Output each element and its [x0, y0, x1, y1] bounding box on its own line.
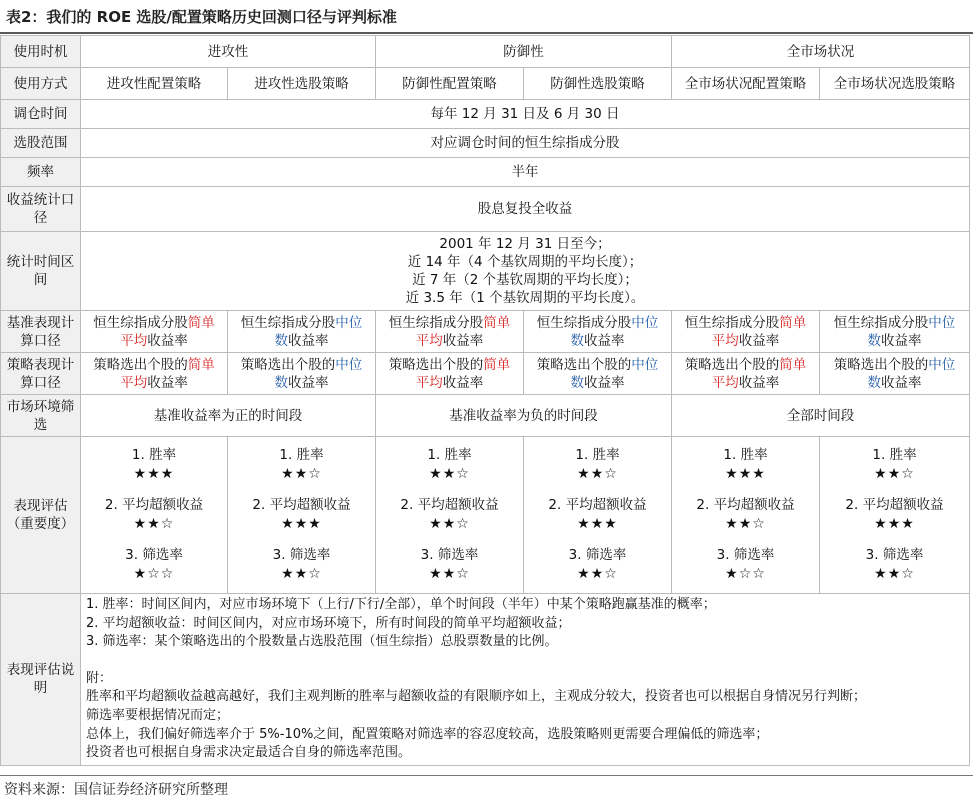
strategy-median: 策略选出个股的中位 数收益率: [820, 353, 970, 395]
rating-cell: 1. 胜率 ★★★ 2. 平均超额收益 ★★☆ 3. 筛选率 ★☆☆: [672, 437, 820, 594]
row-label: 策略表现计算口径: [1, 353, 81, 395]
return-basis-value: 股息复投全收益: [81, 187, 970, 232]
strategy-simple: 策略选出个股的简单 平均收益率: [376, 353, 524, 395]
title-rule: [0, 32, 973, 34]
star-rating: ★★☆: [429, 566, 470, 582]
row-label: 收益统计口径: [1, 187, 81, 232]
appendix-label: 附：: [86, 670, 113, 686]
appendix-line: 胜率和平均超额收益越高越好，我们主观判断的胜率与超额收益的有限顺序如上，主观成分较大，投资者也可以根据自身情况另行判断；: [86, 689, 867, 705]
strategy-median: 策略选出个股的中位 数收益率: [524, 353, 672, 395]
row-explanation: [1, 594, 970, 766]
row-label: 频率: [1, 158, 81, 187]
strategy-name: 防御性选股策略: [524, 68, 672, 100]
period-line: 近 7 年（2 个基钦周期的平均长度）；: [412, 272, 638, 288]
explanation-notes: [81, 594, 970, 766]
star-rating: ★★☆: [281, 566, 322, 582]
row-evaluation: [1, 437, 970, 594]
universe-value: 对应调仓时间的恒生综指成分股: [81, 129, 970, 158]
benchmark-simple: 恒生综指成分股简单 平均收益率: [376, 311, 524, 353]
appendix-line: 投资者也可根据自身需求决定最适合自身的筛选率范围。: [86, 745, 412, 761]
star-rating: ★★☆: [133, 516, 175, 532]
strategy-name: 全市场状况配置策略: [672, 68, 820, 100]
row-label: 表现评估说明: [1, 594, 81, 766]
strategy-median: 策略选出个股的中位 数收益率: [228, 353, 376, 395]
appendix-line: 总体上，我们偏好筛选率介于 5%-10%之间，配置策略对筛选率的容忍度较高，选股策略则更需要合理偏低的筛选率；: [86, 726, 769, 742]
row-strategy-calc: [1, 353, 970, 395]
row-market-filter: [1, 395, 970, 437]
row-universe: [1, 129, 970, 158]
row-label: 选股范围: [1, 129, 81, 158]
row-label: 使用方式: [1, 68, 81, 100]
rating-cell: 1. 胜率 ★★☆ 2. 平均超额收益 ★★☆ 3. 筛选率 ★★☆: [376, 437, 524, 594]
benchmark-median: 恒生综指成分股中位 数收益率: [820, 311, 970, 353]
row-frequency: [1, 158, 970, 187]
group-defensive: 防御性: [376, 36, 672, 68]
star-rating: ★★☆: [577, 566, 618, 582]
backtest-table: [0, 35, 970, 766]
group-full-market: 全市场状况: [672, 36, 970, 68]
rating-cell: 1. 胜率 ★★☆ 2. 平均超额收益 ★★★ 3. 筛选率 ★★☆: [820, 437, 970, 594]
row-benchmark: [1, 311, 970, 353]
row-label: 统计时间区间: [1, 232, 81, 311]
period-line: 近 14 年（4 个基钦周期的平均长度）；: [407, 254, 643, 270]
star-rating: ★★★: [577, 516, 618, 532]
period-value: [81, 232, 970, 311]
appendix-line: 筛选率要根据情况而定；: [86, 707, 230, 723]
row-label: 使用时机: [1, 36, 81, 68]
row-usage-time: [1, 36, 970, 68]
rating-cell: 1. 胜率 ★★☆ 2. 平均超额收益 ★★★ 3. 筛选率 ★★☆: [228, 437, 376, 594]
row-label: 表现评估（重要度）: [1, 437, 81, 594]
period-line: 2001 年 12 月 31 日至今；: [439, 236, 611, 252]
period-line: 近 3.5 年（1 个基钦周期的平均长度）。: [405, 290, 645, 306]
row-label: 调仓时间: [1, 100, 81, 129]
benchmark-median: 恒生综指成分股中位 数收益率: [228, 311, 376, 353]
row-return-basis: [1, 187, 970, 232]
star-rating: ★☆☆: [133, 566, 175, 582]
filter-negative: 基准收益率为负的时间段: [376, 395, 672, 437]
star-rating: ★★☆: [725, 516, 766, 532]
star-rating: ★★☆: [874, 566, 915, 582]
rating-cell: 1. 胜率 ★★☆ 2. 平均超额收益 ★★★ 3. 筛选率 ★★☆: [524, 437, 672, 594]
star-rating: ★☆☆: [725, 566, 766, 582]
note-line: 1. 胜率：时间区间内，对应市场环境下（上行/下行/全部），单个时间段（半年）中某个策略跑赢基准的概率；: [86, 597, 716, 612]
star-rating: ★★☆: [874, 466, 915, 482]
star-rating: ★★☆: [281, 466, 322, 482]
strategy-name: 进攻性配置策略: [81, 68, 228, 100]
note-line: 2. 平均超额收益：时间区间内，对应市场环境下，所有时间段的简单平均超额收益；: [86, 615, 571, 631]
filter-all: 全部时间段: [672, 395, 970, 437]
source-rule: [0, 775, 973, 776]
rebalance-value: 每年 12 月 31 日及 6 月 30 日: [81, 100, 970, 129]
strategy-simple: 策略选出个股的简单 平均收益率: [81, 353, 228, 395]
row-usage-mode: [1, 68, 970, 100]
frequency-value: 半年: [81, 158, 970, 187]
star-rating: ★★★: [874, 516, 915, 532]
strategy-name: 防御性配置策略: [376, 68, 524, 100]
strategy-simple: 策略选出个股的简单 平均收益率: [672, 353, 820, 395]
table-title: 表2：我们的 ROE 选股/配置策略历史回测口径与评判标准: [6, 8, 397, 26]
strategy-name: 全市场状况选股策略: [820, 68, 970, 100]
strategy-name: 进攻性选股策略: [228, 68, 376, 100]
benchmark-simple: 恒生综指成分股简单 平均收益率: [672, 311, 820, 353]
row-label: 基准表现计算口径: [1, 311, 81, 353]
star-rating: ★★☆: [429, 466, 470, 482]
star-rating: ★★☆: [429, 516, 470, 532]
source-note: 资料来源：国信证券经济研究所整理: [4, 782, 228, 798]
star-rating: ★★★: [725, 466, 766, 482]
benchmark-simple: 恒生综指成分股简单 平均收益率: [81, 311, 228, 353]
row-period: [1, 232, 970, 311]
star-rating: ★★☆: [577, 466, 618, 482]
note-line: 3. 筛选率：某个策略选出的个股数量占选股范围（恒生综指）总股票数量的比例。: [86, 634, 558, 650]
row-rebalance: [1, 100, 970, 129]
benchmark-median: 恒生综指成分股中位 数收益率: [524, 311, 672, 353]
rating-cell: 1. 胜率 ★★★ 2. 平均超额收益 ★★☆ 3. 筛选率 ★☆☆: [81, 437, 228, 594]
filter-positive: 基准收益率为正的时间段: [81, 395, 376, 437]
star-rating: ★★★: [133, 466, 175, 482]
group-offensive: 进攻性: [81, 36, 376, 68]
row-label: 市场环境筛选: [1, 395, 81, 437]
star-rating: ★★★: [281, 516, 322, 532]
